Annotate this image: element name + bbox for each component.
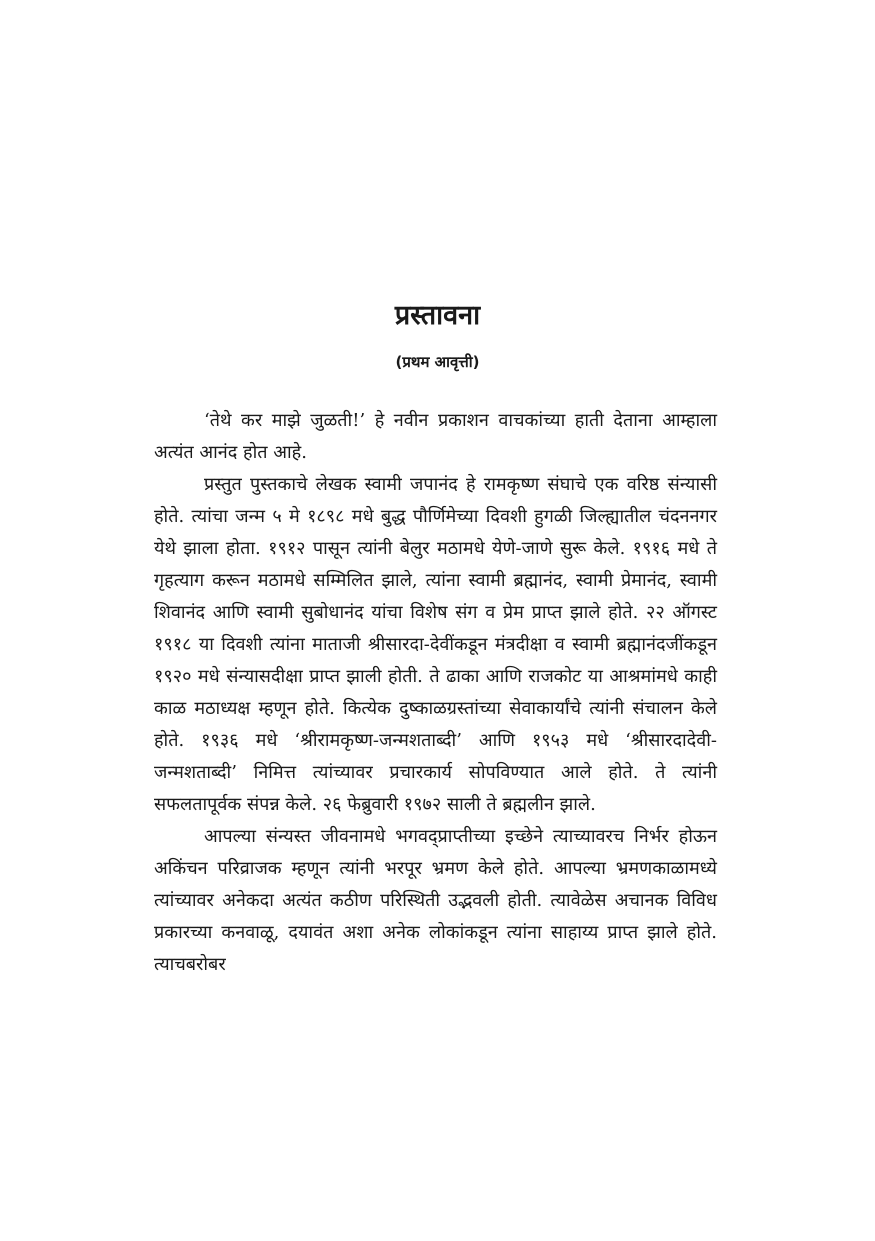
- body-text: [154, 405, 717, 981]
- paragraph-author-bio: प्रस्तुत पुस्तकाचे लेखक स्वामी जपानंद हे रामकृष्ण संघाचे एक वरिष्ठ संन्यासी होते. त्यांचा जन्म ५ मे १८९८ मधे बुद्ध पौर्णिमेच्या दिवशी हुगळी जिल्ह्यातील चंदननगर येथे झाला होता. १९१२ पासून त्यांनी बेलुर मठामधे येणे-जाणे सुरू केले. १९१६ मधे ते गृहत्याग करून मठामधे सम्मिलित झाले, त्यांना स्वामी ब्रह्मानंद, स्वामी प्रेमानंद, स्वामी शिवानंद आणि स्वामी सुबोधानंद यांचा विशेष संग व प्रेम प्राप्त झाले होते. २२ ऑगस्ट १९१८ या दिवशी त्यांना माताजी श्रीसारदा-देवींकडून मंत्रदीक्षा व स्वामी ब्रह्मानंदजींकडून १९२० मधे संन्यासदीक्षा प्राप्त झाली होती. ते ढाका आणि राजकोट या आश्रमांमधे काही काळ मठाध्यक्ष म्हणून होते. कित्येक दुष्काळग्रस्तांच्या सेवाकार्यांचे त्यांनी संचालन केले होते. १९३६ मधे ‘श्रीरामकृष्ण-जन्मशताब्दी’ आणि १९५३ मधे ‘श्रीसारदादेवी-जन्मशताब्दी’ निमित्त त्यांच्यावर प्रचारकार्य सोपविण्यात आले होते. ते त्यांनी सफलतापूर्वक संपन्न केले. २६ फेब्रुवारी १९७२ साली ते ब्रह्मलीन झाले.: [154, 474, 717, 815]
- page-title: प्रस्तावना: [394, 300, 481, 331]
- page-subtitle: (प्रथम आवृत्ती): [395, 353, 480, 371]
- paragraph-wandering: आपल्या संन्यस्त जीवनामधे भगवद्प्राप्तीच्या इच्छेने त्याच्यावरच निर्भर होऊन अकिंचन परिव्राजक म्हणून त्यांनी भरपूर भ्रमण केले होते. आपल्या भ्रमणकाळामध्ये त्यांच्यावर अनेकदा अत्यंत कठीण परिस्थिती उद्भवली होती. त्यावेळेस अचानक विविध प्रकारच्या कनवाळू, दयावंत अशा अनेक लोकांकडून त्यांना साहाय्य प्राप्त झाले होते. त्याचबरोबर: [154, 826, 717, 975]
- paragraph-intro: ‘तेथे कर माझे जुळती!’ हे नवीन प्रकाशन वाचकांच्या हाती देताना आम्हाला अत्यंत आनंद होत आहे.: [154, 410, 717, 463]
